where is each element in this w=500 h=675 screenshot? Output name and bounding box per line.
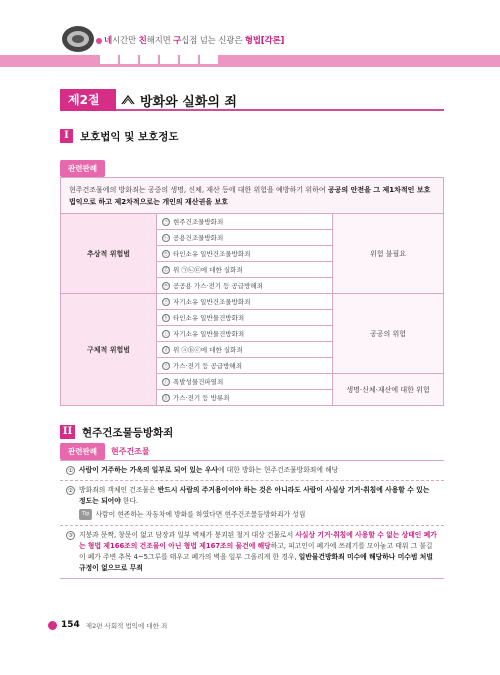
table-row: ⓐ 자기소유 일반건조물방화죄 [157, 294, 333, 310]
tip-badge: Tip [79, 509, 92, 520]
reference-text: 현주건조물에의 방화죄는 공중의 생명, 신체, 재산 등에 대한 위험을 예방하기 위하여 공공의 안전을 그 제1차적인 보호법익으로 하고 제2차적으로는 개인의 재산권을 보호 [60, 177, 444, 215]
table-row: ㉡ 공용건조물방화죄 [157, 230, 333, 246]
page-footer [48, 618, 167, 632]
list-item: ② 방화죄의 객체인 건조물은 반드시 사람의 주거용이어야 하는 것은 아니라도 사람이 사실상 기거·취침에 사용할 수 있는 정도는 되어야 한다. Tip 사람이 현존하는 자동차에 방화를 하였다면 현주건조물등방화죄가 성립 [60, 481, 444, 526]
list-item: ① 사람이 거주하는 가옥의 일부로 되어 있는 우사에 대한 방화는 현주건조물방화죄에 해당 [60, 461, 444, 481]
table-row: ㉤ 공공용 가스·전기 등 공급방해죄 [157, 278, 333, 294]
reference-subtag: 현주건조물 [110, 447, 150, 456]
footer-text: 제2편 사회적 법익에 대한 죄 [85, 621, 168, 630]
header-band [0, 55, 500, 67]
category-concrete: 구체적 위험범 [61, 294, 157, 406]
chapter-heading [60, 89, 444, 111]
chapter-title: 방화와 실화의 죄 [140, 95, 237, 110]
result-abstract: 위험 불필요 [333, 214, 444, 294]
section-number: II [60, 425, 75, 439]
table-row: ⓒ 자기소유 일반물건방화죄 [157, 326, 333, 342]
page-number: 154 [61, 620, 80, 630]
bullet-dot-icon [96, 38, 102, 44]
table-row: ⓖ 가스·전기 등 방류죄 [157, 390, 333, 406]
table-row: ⓑ 타인소유 일반물건방화죄 [157, 310, 333, 326]
table-row: ⓔ 가스·전기 등 공급방해죄 [157, 358, 333, 374]
header-scallops [100, 48, 218, 64]
list-item: ③ 지붕과 문짝, 창문이 없고 담장과 일부 벽체가 붕괴된 철거 대상 건물로서 사실상 기거·취침에 사용할 수 없는 상태인 폐가는 형법 제166조의 건조물이 아닌 형법 제167조의 물건에 해당하고, 피고인이 폐가에 쓰레기를 모아놓고 태워 그 불길이 폐가 주변 추목 4~5그루를 태우고 폐가의 벽을 일부 그을리게 한 경우, 일반물건방화죄 미수에 해당하나 미수범 처벌 규정이 없으므로 무죄 [60, 526, 444, 578]
danger-crime-table [60, 213, 444, 406]
table-row: ㉠ 현주건조물방화죄 [157, 214, 333, 230]
section-heading-2 [60, 424, 173, 440]
logo-icon [62, 26, 94, 52]
reference-tag: 관련판례 [60, 443, 105, 460]
page-header [0, 0, 500, 72]
result-concrete-2: 생명·신체·재산에 대한 위험 [333, 374, 444, 406]
section-number: I [60, 129, 73, 143]
reference-box-2 [60, 443, 444, 579]
book-title: 네시간만 친해지면 구십점 넘는 신광은 형법[각론] [104, 36, 285, 46]
section-title: 현주건조물등방화죄 [82, 426, 174, 439]
chapter-number: 제2절 [60, 89, 116, 111]
reference-box-1 [60, 156, 444, 215]
table-row: ⓓ 위 ⓐⓑⓒ에 대한 실화죄 [157, 342, 333, 358]
result-concrete-1: 공공의 위험 [333, 294, 444, 374]
category-abstract: 추상적 위험범 [61, 214, 157, 294]
table-row: ㉣ 위 ㉠㉡㉢에 대한 실화죄 [157, 262, 333, 278]
section-heading-1 [60, 128, 179, 144]
book-icon [120, 92, 136, 108]
section-title: 보호법익 및 보호정도 [80, 130, 179, 143]
footer-dot-icon [48, 621, 57, 630]
table-row: ⓕ 폭발성물건파열죄 [157, 374, 333, 390]
reference-tag: 관련판례 [60, 160, 105, 177]
table-row: ㉢ 타인소유 일반건조물방화죄 [157, 246, 333, 262]
